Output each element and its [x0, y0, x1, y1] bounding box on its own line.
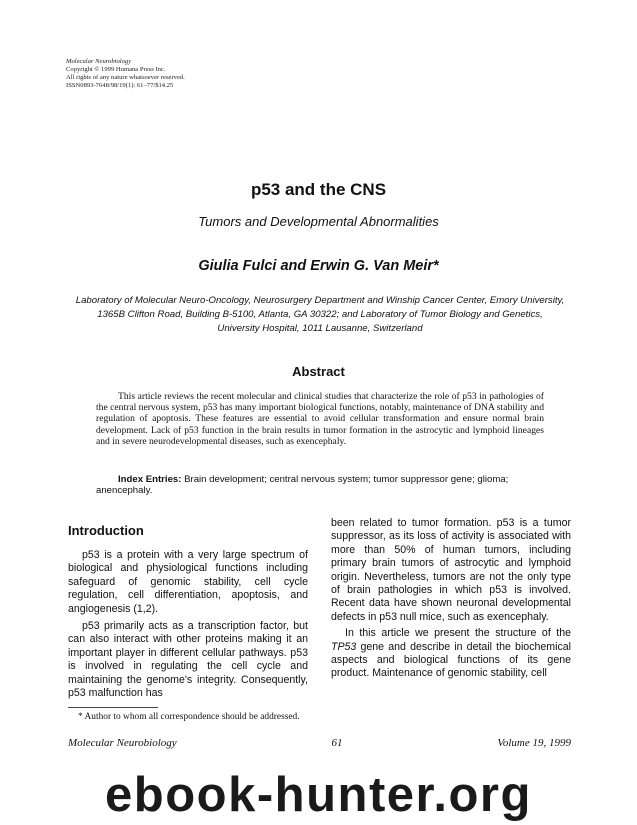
intro-paragraph-1: p53 is a protein with a very large spectrum of biological and physiological functions including safeguard of genomic stability, cell cycle regulation, cell differentiation, apoptosis, and angiogenesis (1,2).	[68, 549, 308, 615]
intro-paragraph-4-end: gene and describe in detail the biochemical aspects and biological functions of its gene product. Maintenance of genomic stability, cell	[331, 640, 571, 680]
rights-line: All rights of any nature whatsoever reserved.	[66, 74, 185, 81]
footer-page-number: 61	[331, 737, 343, 749]
left-column	[68, 549, 308, 700]
correspondence-footnote: * Author to whom all correspondence should be addressed.	[78, 712, 300, 722]
intro-paragraph-3: been related to tumor formation. p53 is a tumor suppressor, as its loss of activity is associated with more than 50% of human tumors, including primary brain tumors of astrocytic and lymphoid origin. Nevertheless, tumors are not the only type of brain pathologies in which p53 is involved. Recent data have shown neuronal developmental defects in p53 null mice, such as exencephaly.	[331, 517, 571, 623]
abstract-body: This article reviews the recent molecular and clinical studies that characterize the role of p53 in pathologies of the central nervous system, p53 has many important biological functions, notably, maintenance of DNA stability and regulation of apoptosis. These features are essential to avoid cellular transformation and ensure normal brain development. Lack of p53 function in the brain results in tumor formation in the astrocytic and lymphoid lineages and in severe neurodevelopmental diseases, such as exencephaly.	[96, 391, 544, 447]
index-entries-label: Index Entries:	[118, 474, 182, 485]
intro-paragraph-4-start: In this article we present the structure of the	[345, 627, 571, 640]
page-footer	[68, 737, 571, 749]
watermark-text: ebook-hunter.org	[105, 768, 532, 822]
footer-volume: Volume 19, 1999	[497, 737, 571, 749]
footnote-divider	[68, 707, 158, 708]
author-affiliation: Laboratory of Molecular Neuro-Oncology, Neurosurgery Department and Winship Cancer Center, Emory University, 1365B Clifton Road, Building B-5100, Atlanta, GA 30322; and Laboratory of Tumor Biology and Genetics, University Hospital, 1011 Lausanne, Switzerland	[75, 295, 565, 334]
article-subtitle: Tumors and Developmental Abnormalities	[198, 214, 439, 229]
journal-info	[66, 58, 286, 90]
intro-paragraph-4	[331, 627, 571, 681]
index-entries	[96, 474, 544, 496]
right-column	[331, 517, 571, 681]
issn-line: ISSN0893-7648/98/19(1): 61–77/$14.25	[66, 82, 174, 89]
article-authors: Giulia Fulci and Erwin G. Van Meir*	[198, 258, 439, 274]
intro-paragraph-2: p53 primarily acts as a transcription factor, but can also interact with other proteins making it an important player in different cellular pathways. p53 is involved in regulating the cell cycle and maintaining the genome's integrity. Consequently, p53 malfunction has	[68, 620, 308, 700]
journal-name: Molecular Neurobiology	[66, 58, 132, 65]
copyright-line: Copyright © 1999 Humana Press Inc.	[66, 66, 166, 73]
introduction-heading: Introduction	[68, 523, 144, 538]
index-entries-text: Brain development; central nervous system; tumor suppressor gene; glioma; anencephaly.	[96, 474, 509, 497]
gene-name: TP53	[331, 640, 357, 653]
footer-journal: Molecular Neurobiology	[68, 737, 177, 749]
article-title: p53 and the CNS	[250, 180, 387, 199]
abstract-heading: Abstract	[292, 364, 345, 379]
